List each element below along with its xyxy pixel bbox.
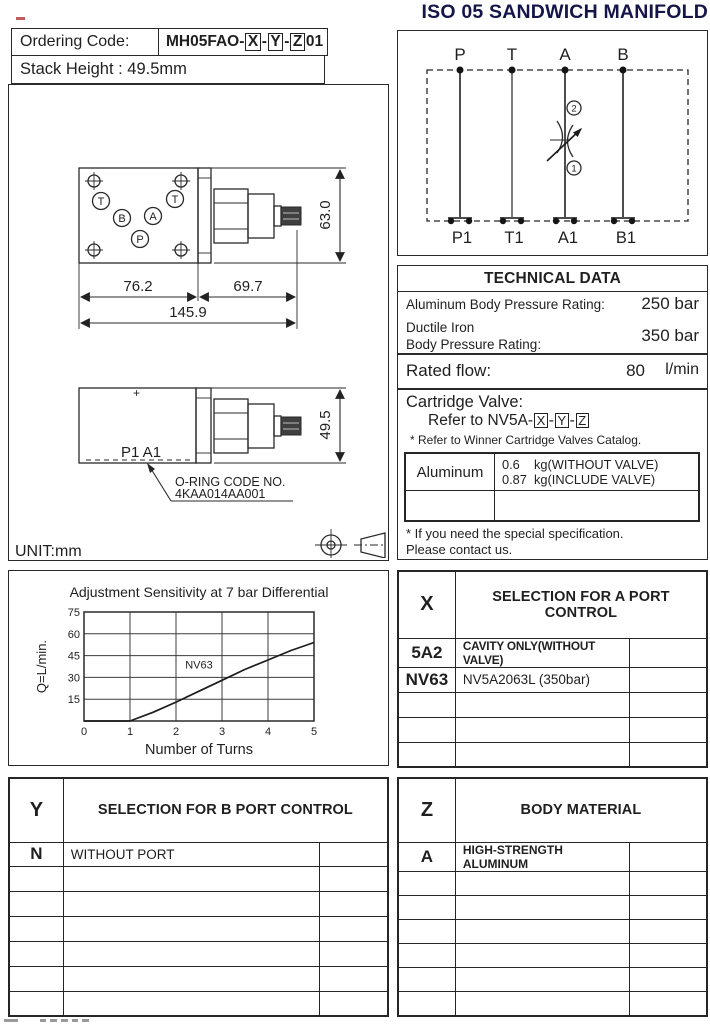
port-label-b: B — [617, 45, 629, 64]
extra-cell — [629, 871, 707, 895]
table-row — [9, 842, 388, 867]
aluminum-rating-value: 250 bar — [641, 294, 699, 313]
extra-cell — [320, 842, 388, 867]
code-cell — [9, 966, 63, 991]
cartridge-refer-prefix: Refer to NV5A- — [428, 412, 534, 429]
table-row — [9, 966, 388, 991]
table-row — [398, 992, 707, 1016]
footer-scan-artifact — [4, 1019, 93, 1023]
x-tick-label: 1 — [126, 726, 134, 738]
circled-number-2-icon — [567, 101, 581, 115]
table-x-code: X — [398, 571, 455, 638]
aluminum-rating-label: Aluminum Body Pressure Rating: — [406, 297, 605, 312]
table-row — [398, 667, 707, 692]
description-cell — [63, 917, 319, 942]
port-t-left: T — [97, 196, 105, 208]
special-spec-note-line2: Please contact us. — [406, 541, 513, 557]
description-cell — [455, 968, 629, 992]
table-header-row — [398, 571, 707, 638]
description-cell — [455, 895, 629, 919]
port-a: A — [149, 211, 157, 223]
code-cell — [9, 917, 63, 942]
dim-height-63: 63.0 — [317, 200, 334, 230]
extra-cell — [629, 717, 707, 742]
x-tick-label: 4 — [264, 726, 272, 738]
marker-2: 2 — [571, 103, 577, 115]
table-row — [398, 944, 707, 968]
weight-row1-unit: kg(WITHOUT VALVE) — [534, 457, 659, 472]
y-tick-label: 75 — [67, 607, 80, 619]
dim-valve-width: 69.7 — [233, 278, 263, 295]
x-tick-label: 2 — [172, 726, 180, 738]
extra-cell — [629, 842, 707, 871]
description-cell — [455, 742, 629, 767]
valve-side-view-drawing — [79, 386, 346, 501]
y-tick-label: 30 — [67, 672, 80, 685]
description-cell — [455, 692, 629, 717]
port-t-right: T — [171, 194, 179, 206]
projection-symbol-icon — [315, 529, 386, 558]
extra-cell — [320, 867, 388, 892]
code-cell — [398, 692, 455, 717]
rated-flow-label: Rated flow: — [406, 361, 492, 380]
code-cell: 5A2 — [398, 638, 455, 667]
port-p: P — [136, 234, 144, 246]
table-y-code: Y — [9, 778, 63, 842]
code-cell — [398, 992, 455, 1016]
rated-flow-value: 80 — [626, 361, 645, 380]
description-cell — [455, 717, 629, 742]
weight-row1-value: 0.6 — [502, 457, 520, 472]
description-cell: CAVITY ONLY(WITHOUT VALVE) — [455, 638, 629, 667]
code-cell — [398, 742, 455, 767]
weight-row2 — [502, 472, 655, 487]
ordering-code-suffix: 01 — [305, 33, 324, 50]
ordering-code-z: Z — [290, 33, 304, 51]
ordering-code-sep2: - — [284, 33, 290, 50]
code-cell: N — [9, 842, 63, 867]
plus-mark: + — [133, 386, 141, 400]
x-tick-label: 0 — [80, 726, 88, 738]
code-cell — [9, 867, 63, 892]
port-letter-icons — [93, 191, 184, 248]
technical-data-panel — [397, 265, 708, 560]
code-cell: NV63 — [398, 667, 455, 692]
dimension-drawing-svg — [9, 85, 386, 558]
table-row — [398, 742, 707, 767]
code-cell — [9, 892, 63, 917]
table-row — [9, 867, 388, 892]
description-cell: WITHOUT PORT — [63, 842, 319, 867]
y-tick-label: 15 — [67, 694, 80, 707]
code-cell — [9, 941, 63, 966]
selection-table-z — [397, 777, 708, 1017]
extra-cell — [629, 667, 707, 692]
ordering-code-sep1: - — [261, 33, 267, 50]
ductile-rating-value: 350 bar — [641, 326, 699, 345]
port-label-a1: A1 — [557, 229, 579, 247]
ordering-code-label: Ordering Code: — [12, 29, 159, 55]
special-spec-note-line1: * If you need the special specification. — [406, 526, 624, 541]
valve-top-view-drawing — [79, 168, 346, 329]
code-cell — [398, 895, 455, 919]
cartridge-z: Z — [576, 413, 589, 428]
table-row — [9, 991, 388, 1016]
extra-cell — [320, 892, 388, 917]
table-row — [398, 895, 707, 919]
ordering-code-x: X — [245, 33, 260, 51]
table-x-title: SELECTION FOR A PORT CONTROL — [455, 571, 707, 638]
extra-cell — [320, 917, 388, 942]
hydraulic-schematic-panel — [397, 30, 708, 256]
extra-cell — [320, 966, 388, 991]
cartridge-x: X — [534, 413, 548, 428]
description-cell: HIGH-STRENGTH ALUMINUM — [455, 842, 629, 871]
circled-number-1-icon — [567, 161, 581, 175]
stack-height-box: Stack Height : 49.5mm — [11, 55, 325, 84]
table-row — [398, 842, 707, 871]
table-z-title: BODY MATERIAL — [455, 778, 707, 842]
table-row — [9, 917, 388, 942]
selection-table-y — [8, 777, 389, 1017]
port-label-t: T — [506, 45, 518, 64]
ductile-label-line1: Ductile Iron — [406, 320, 475, 335]
description-cell — [455, 992, 629, 1016]
extra-cell — [629, 968, 707, 992]
code-cell — [398, 871, 455, 895]
extra-cell — [629, 638, 707, 667]
series-curve-NV63 — [84, 643, 314, 722]
code-cell — [9, 991, 63, 1016]
ordering-code-box — [11, 28, 328, 56]
scan-artifact — [16, 17, 25, 20]
y-tick-label: 45 — [67, 650, 80, 663]
extra-cell — [629, 742, 707, 767]
table-row — [398, 692, 707, 717]
description-cell — [63, 941, 319, 966]
oring-code-number: 4KAA014AA001 — [175, 487, 266, 501]
manifold-boundary — [427, 70, 688, 221]
table-y-title: SELECTION FOR B PORT CONTROL — [63, 778, 388, 842]
description-cell: NV5A2063L (350bar) — [455, 667, 629, 692]
port-label-p1: P1 — [451, 229, 473, 247]
code-cell — [398, 944, 455, 968]
x-axis-label: Number of Turns — [145, 742, 253, 758]
cartridge-sep2: - — [569, 412, 575, 429]
port-label-b1: B1 — [615, 229, 637, 247]
table-row — [398, 919, 707, 943]
weight-row1 — [502, 457, 658, 472]
x-tick-label: 5 — [310, 726, 318, 738]
special-spec-note — [406, 526, 624, 558]
y-axis-label: Q=L/min. — [34, 639, 49, 694]
marker-1: 1 — [571, 163, 577, 175]
technical-data-header: TECHNICAL DATA — [398, 266, 707, 292]
table-row — [9, 941, 388, 966]
extra-cell — [320, 941, 388, 966]
code-cell — [398, 968, 455, 992]
dim-height-49-5: 49.5 — [317, 410, 334, 440]
port-label-a: A — [559, 45, 571, 64]
table-row — [398, 717, 707, 742]
selection-table-x — [397, 570, 708, 768]
code-cell — [398, 919, 455, 943]
cartridge-y: Y — [555, 413, 569, 428]
top-view-dimensions — [79, 168, 346, 329]
dim-total-width: 145.9 — [169, 304, 207, 321]
description-cell — [63, 966, 319, 991]
cartridge-refer-line — [428, 412, 590, 430]
weight-row2-unit: kg(INCLUDE VALVE) — [534, 472, 656, 487]
code-cell — [398, 717, 455, 742]
extra-cell — [629, 992, 707, 1016]
dim-body-width: 76.2 — [123, 278, 153, 295]
ductile-rating-label — [406, 319, 541, 354]
ordering-code-prefix: MH05FAO- — [166, 33, 245, 50]
page-title: ISO 05 SANDWICH MANIFOLD — [421, 1, 708, 23]
table-z-code: Z — [398, 778, 455, 842]
table-row — [9, 892, 388, 917]
extra-cell — [629, 692, 707, 717]
table-header-row — [398, 778, 707, 842]
weight-row2-value: 0.87 — [502, 472, 527, 487]
ordering-code-y: Y — [268, 33, 283, 51]
table-row — [398, 871, 707, 895]
cartridge-title: Cartridge Valve: — [406, 393, 524, 411]
description-cell — [63, 991, 319, 1016]
table-row — [398, 638, 707, 667]
description-cell — [63, 867, 319, 892]
extra-cell — [629, 944, 707, 968]
description-cell — [455, 944, 629, 968]
description-cell — [455, 919, 629, 943]
extra-cell — [320, 991, 388, 1016]
cartridge-sep1: - — [548, 412, 554, 429]
rated-flow-unit: l/min — [665, 361, 699, 378]
hydraulic-schematic-svg — [398, 31, 705, 253]
side-port-labels: P1 A1 — [121, 444, 162, 461]
code-cell: A — [398, 842, 455, 871]
oring-code-label: O-RING CODE NO. — [175, 475, 286, 489]
y-tick-label: 60 — [67, 628, 80, 641]
cartridge-note: * Refer to Winner Cartridge Valves Catalog. — [410, 433, 642, 447]
adjustment-sensitivity-chart-panel — [8, 570, 389, 766]
table-row — [398, 968, 707, 992]
ordering-code-value — [159, 33, 323, 51]
description-cell — [63, 892, 319, 917]
dimension-drawing-panel — [8, 84, 389, 561]
cartridge-valve-profile — [214, 189, 301, 243]
series-label: NV63 — [185, 659, 213, 672]
port-b: B — [118, 213, 126, 225]
description-cell — [455, 871, 629, 895]
oring-callout — [147, 463, 293, 501]
extra-cell — [629, 919, 707, 943]
ductile-label-line2: Body Pressure Rating: — [406, 337, 542, 353]
chart-title: Adjustment Sensitivity at 7 bar Differential — [69, 584, 329, 600]
table-header-row — [9, 778, 388, 842]
unit-note: UNIT:mm — [15, 543, 82, 558]
weight-material-cell: Aluminum — [416, 464, 484, 481]
port-label-t1: T1 — [504, 229, 524, 247]
x-tick-label: 3 — [218, 726, 226, 738]
extra-cell — [629, 895, 707, 919]
adjustment-sensitivity-chart — [9, 571, 386, 763]
weight-table — [404, 452, 700, 522]
port-label-p: P — [454, 45, 466, 64]
cartridge-valve-profile-side — [214, 399, 301, 453]
